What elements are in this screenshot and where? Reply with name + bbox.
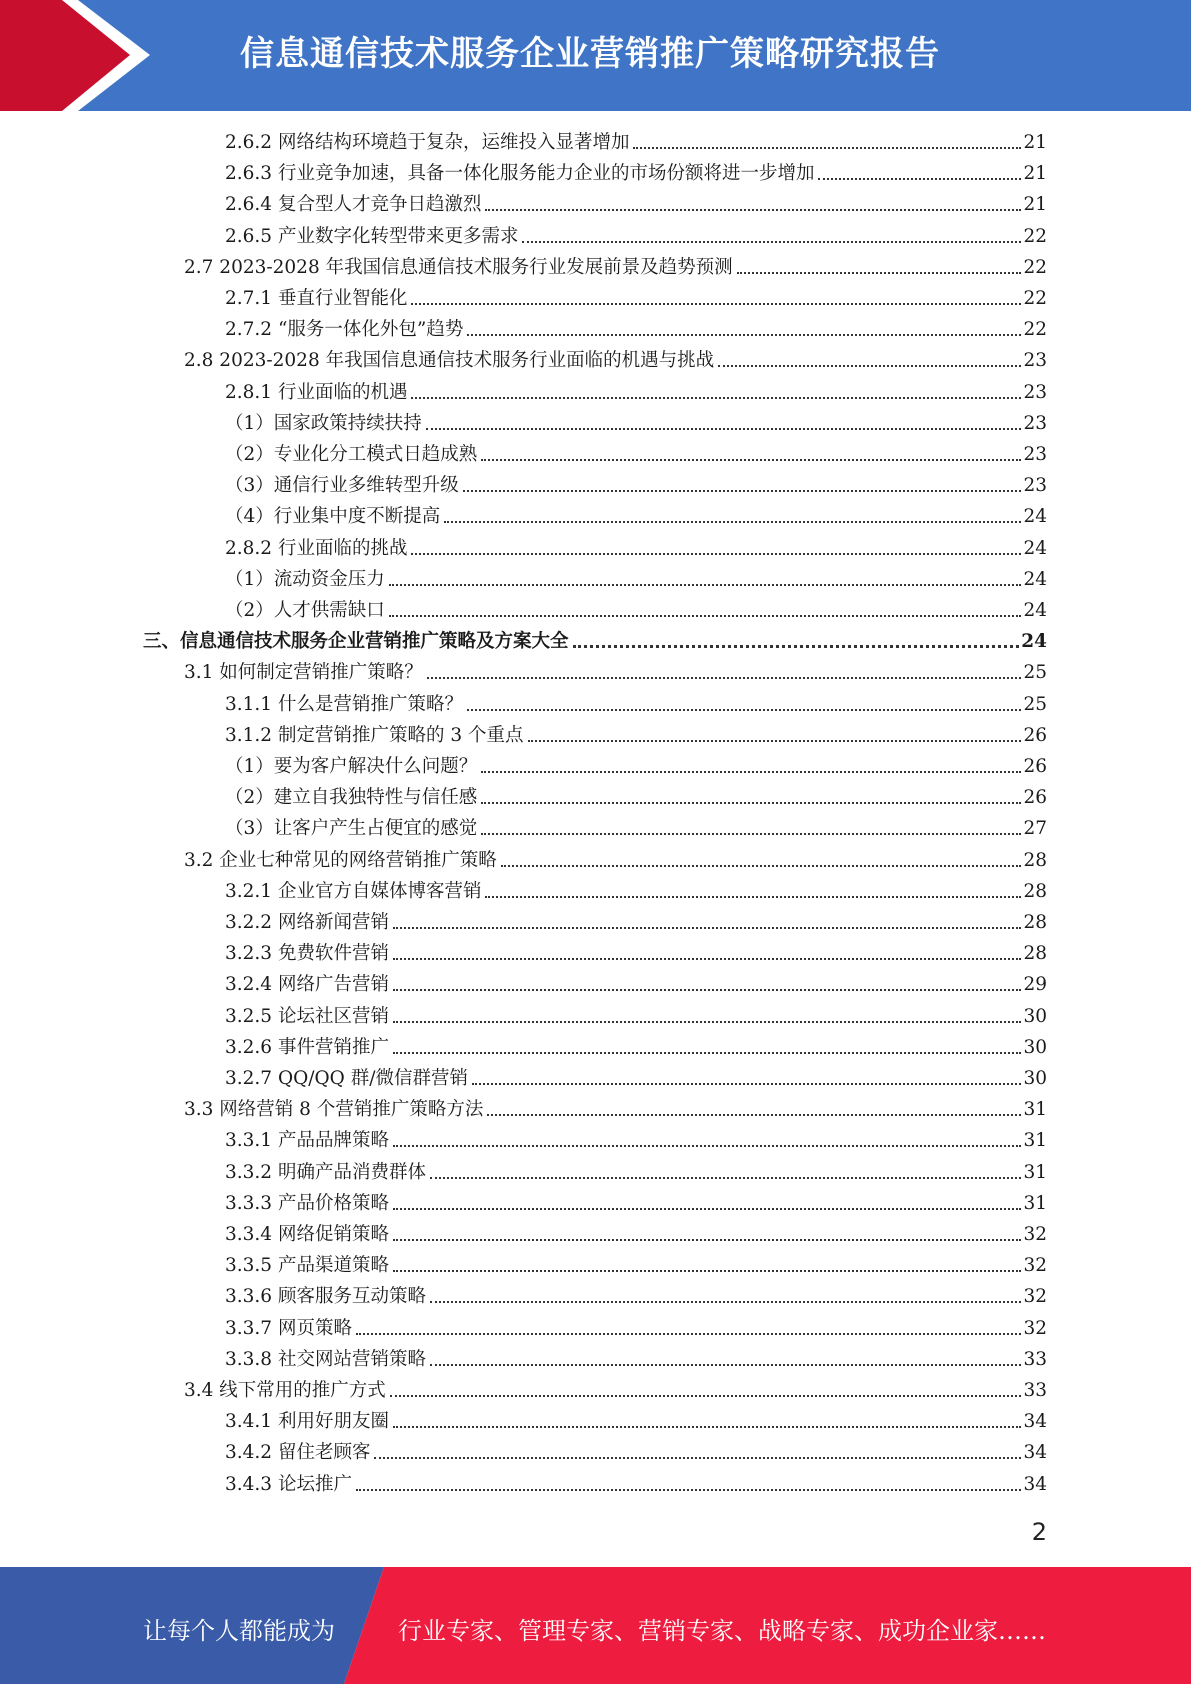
toc-entry[interactable] — [225, 470, 1047, 501]
toc-entry-label: 2.6.5 产业数字化转型带来更多需求 — [225, 225, 519, 247]
toc-dot-leader — [487, 1114, 1021, 1116]
toc-entry-label: 3.3.1 产品品牌策略 — [225, 1130, 389, 1152]
toc-dot-leader — [737, 272, 1022, 274]
toc-entry[interactable] — [225, 1188, 1047, 1219]
toc-dot-leader — [444, 521, 1021, 523]
toc-entry[interactable] — [225, 1281, 1047, 1312]
toc-entry-label: 2.8.1 行业面临的机遇 — [225, 381, 408, 403]
toc-entry-page: 22 — [1023, 225, 1047, 247]
toc-entry-page: 23 — [1023, 381, 1047, 403]
toc-entry-page: 31 — [1023, 1099, 1047, 1121]
toc-entry-label: 3.2.4 网络广告营销 — [225, 974, 389, 996]
toc-entry[interactable] — [225, 408, 1047, 439]
toc-dot-leader — [463, 490, 1022, 492]
toc-entry-label: （3）通信行业多维转型升级 — [225, 475, 459, 497]
toc-entry-label: 2.8 2023-2028 年我国信息通信技术服务行业面临的机遇与挑战 — [184, 350, 715, 372]
toc-entry-page: 21 — [1023, 194, 1047, 216]
toc-entry-label: 3.3.2 明确产品消费群体 — [225, 1161, 426, 1183]
toc-dot-leader — [467, 334, 1021, 336]
toc-entry-label: 3.4.1 利用好朋友圈 — [225, 1411, 389, 1433]
toc-entry-page: 32 — [1023, 1224, 1047, 1245]
toc-entry-label: 3.3.5 产品渠道策略 — [225, 1255, 389, 1277]
toc-dot-leader — [481, 833, 1021, 835]
toc-entry-page: 31 — [1023, 1192, 1047, 1214]
toc-entry[interactable] — [225, 283, 1047, 314]
toc-dot-leader — [430, 1301, 1021, 1303]
toc-dot-leader — [356, 1333, 1022, 1335]
toc-dot-leader — [718, 365, 1021, 367]
toc-entry-label: 3.2.7 QQ/QQ 群/微信群营销 — [225, 1068, 468, 1089]
toc-entry-label: （3）让客户产生占便宜的感觉 — [225, 818, 478, 840]
toc-entry-page: 34 — [1023, 1411, 1047, 1433]
page-header — [0, 0, 1191, 111]
toc-entry-page: 30 — [1023, 1068, 1047, 1089]
page-footer — [0, 1567, 1191, 1684]
toc-entry-label: 2.7.1 垂直行业智能化 — [225, 288, 408, 309]
toc-dot-leader — [426, 428, 1022, 430]
toc-dot-leader — [411, 553, 1021, 555]
toc-entry-page: 30 — [1023, 1005, 1047, 1027]
toc-entry-label: 2.8.2 行业面临的挑战 — [225, 537, 408, 559]
toc-entry[interactable] — [225, 221, 1047, 252]
footer-roles: 行业专家、管理专家、营销专家、战略专家、成功企业家…… — [398, 1617, 1046, 1645]
toc-dot-leader — [427, 677, 1022, 679]
toc-dot-leader — [485, 896, 1021, 898]
toc-entry-page: 26 — [1023, 787, 1047, 809]
toc-entry-page: 27 — [1023, 818, 1047, 840]
toc-entry-page: 32 — [1023, 1317, 1047, 1339]
toc-entry[interactable] — [225, 1157, 1047, 1188]
toc-entry-page: 22 — [1023, 319, 1047, 341]
toc-entry-label: 3.2 企业七种常见的网络营销推广策略 — [184, 849, 497, 871]
toc-dot-leader — [528, 740, 1022, 742]
toc-dot-leader — [393, 1208, 1021, 1210]
toc-entry[interactable] — [225, 314, 1047, 345]
toc-entry[interactable] — [225, 1001, 1047, 1032]
toc-dot-leader — [430, 1177, 1021, 1179]
toc-entry[interactable] — [225, 876, 1047, 907]
page-number: 2 — [1031, 1518, 1047, 1546]
toc-entry[interactable] — [225, 751, 1047, 782]
toc-dot-leader — [522, 241, 1021, 243]
toc-entry-label: 3.4.2 留住老顾客 — [225, 1442, 371, 1464]
toc-entry-label: 3.3.8 社交网站营销策略 — [225, 1348, 426, 1370]
toc-entry[interactable] — [225, 127, 1047, 158]
toc-entry[interactable] — [225, 1437, 1047, 1468]
toc-entry[interactable] — [225, 1032, 1047, 1063]
toc-dot-leader — [393, 989, 1021, 991]
toc-entry-page: 23 — [1023, 444, 1047, 465]
toc-entry[interactable] — [225, 907, 1047, 938]
toc-entry[interactable] — [225, 938, 1047, 969]
toc-entry-page: 22 — [1023, 288, 1047, 309]
toc-entry-label: （2）专业化分工模式日趋成熟 — [225, 444, 478, 465]
toc-entry[interactable] — [143, 626, 1047, 657]
toc-entry-label: 3.1 如何制定营销推广策略？ — [184, 662, 423, 684]
toc-entry[interactable] — [225, 1125, 1047, 1156]
toc-dot-leader — [374, 1457, 1021, 1459]
toc-dot-leader — [389, 584, 1022, 586]
toc-entry-label: 3.3.6 顾客服务互动策略 — [225, 1286, 426, 1308]
toc-dot-leader — [472, 1083, 1021, 1085]
toc-entry-page: 28 — [1023, 849, 1047, 871]
toc-entry-label: 3.4.3 论坛推广 — [225, 1473, 352, 1495]
toc-entry-page: 21 — [1023, 132, 1047, 153]
toc-entry[interactable] — [184, 345, 1047, 376]
toc-entry[interactable] — [225, 501, 1047, 532]
toc-entry-page: 26 — [1023, 724, 1047, 746]
toc-entry-label: 3.3 网络营销 8 个营销推广策略方法 — [184, 1099, 484, 1121]
toc-entry[interactable] — [225, 158, 1047, 189]
toc-dot-leader — [481, 802, 1021, 804]
toc-entry-page: 34 — [1023, 1473, 1047, 1495]
toc-entry-label: 2.7 2023-2028 年我国信息通信技术服务行业发展前景及趋势预测 — [184, 256, 733, 278]
toc-entry-label: 三、信息通信技术服务企业营销推广策略及方案大全 — [143, 631, 569, 653]
toc-entry-label: 3.4 线下常用的推广方式 — [184, 1380, 386, 1401]
toc-entry-page: 22 — [1023, 256, 1047, 278]
toc-dot-leader — [393, 1145, 1021, 1147]
toc-dot-leader — [573, 645, 1020, 648]
toc-entry-page: 25 — [1023, 662, 1047, 684]
toc-dot-leader — [467, 709, 1021, 711]
toc-entry[interactable] — [225, 782, 1047, 813]
toc-entry-label: 2.7.2 “服务一体化外包”趋势 — [225, 319, 464, 341]
toc-entry-page: 29 — [1023, 974, 1047, 996]
toc-entry[interactable] — [184, 252, 1047, 283]
toc-entry[interactable] — [184, 1375, 1047, 1406]
toc-entry-page: 24 — [1021, 631, 1047, 653]
toc-entry[interactable] — [184, 1094, 1047, 1125]
toc-entry-page: 24 — [1023, 506, 1047, 528]
toc-dot-leader — [356, 1489, 1022, 1491]
toc-entry[interactable] — [225, 533, 1047, 564]
toc-dot-leader — [430, 1364, 1021, 1366]
toc-entry[interactable] — [184, 657, 1047, 688]
toc-entry-label: 2.6.3 行业竞争加速，具备一体化服务能力企业的市场份额将进一步增加 — [225, 163, 815, 185]
toc-dot-leader — [393, 1021, 1021, 1023]
toc-entry[interactable] — [225, 720, 1047, 751]
toc-entry-label: 3.3.7 网页策略 — [225, 1317, 352, 1339]
toc-entry[interactable] — [225, 813, 1047, 844]
toc-entry-label: （2）人才供需缺口 — [225, 600, 385, 621]
toc-entry-label: 3.2.5 论坛社区营销 — [225, 1005, 389, 1027]
toc-dot-leader — [818, 178, 1021, 180]
toc-dot-leader — [481, 771, 1021, 773]
toc-entry[interactable] — [225, 377, 1047, 408]
toc-entry-page: 33 — [1023, 1348, 1047, 1370]
toc-entry-label: 3.1.1 什么是营销推广策略？ — [225, 693, 463, 715]
toc-entry-page: 23 — [1023, 475, 1047, 497]
toc-entry-page: 33 — [1023, 1380, 1047, 1401]
toc-entry[interactable] — [225, 1406, 1047, 1437]
toc-entry[interactable] — [225, 1313, 1047, 1344]
toc-entry-page: 24 — [1023, 537, 1047, 559]
toc-dot-leader — [393, 1052, 1021, 1054]
toc-dot-leader — [481, 459, 1021, 461]
toc-entry[interactable] — [225, 969, 1047, 1000]
toc-entry[interactable] — [225, 439, 1047, 470]
toc-dot-leader — [485, 209, 1021, 211]
toc-entry-label: 3.1.2 制定营销推广策略的 3 个重点 — [225, 724, 524, 746]
toc-dot-leader — [393, 927, 1021, 929]
toc-dot-leader — [389, 615, 1022, 617]
toc-entry-label: 3.3.4 网络促销策略 — [225, 1224, 389, 1245]
toc-entry-page: 34 — [1023, 1442, 1047, 1464]
toc-entry-page: 31 — [1023, 1161, 1047, 1183]
toc-dot-leader — [393, 1426, 1021, 1428]
toc-entry-page: 24 — [1023, 568, 1047, 590]
toc-entry-page: 24 — [1023, 600, 1047, 621]
toc-entry-page: 21 — [1023, 163, 1047, 185]
toc-dot-leader — [501, 865, 1022, 867]
toc-entry[interactable] — [225, 1063, 1047, 1094]
toc-entry-page: 28 — [1023, 943, 1047, 965]
toc-entry[interactable] — [184, 845, 1047, 876]
toc-dot-leader — [633, 147, 1021, 149]
toc-entry-page: 28 — [1023, 880, 1047, 902]
toc-entry-page: 28 — [1023, 912, 1047, 933]
toc-entry-label: 2.6.2 网络结构环境趋于复杂，运维投入显著增加 — [225, 132, 630, 153]
toc-entry-label: 3.3.3 产品价格策略 — [225, 1192, 389, 1214]
toc-dot-leader — [393, 1270, 1021, 1272]
toc-entry-label: 3.2.2 网络新闻营销 — [225, 912, 389, 933]
toc-entry-label: （1）国家政策持续扶持 — [225, 412, 422, 434]
footer-slogan: 让每个人都能成为 — [143, 1617, 335, 1645]
toc-dot-leader — [411, 303, 1021, 305]
toc-entry-label: 3.2.3 免费软件营销 — [225, 943, 389, 965]
toc-entry-page: 31 — [1023, 1130, 1047, 1152]
toc-entry-page: 23 — [1023, 350, 1047, 372]
toc-entry-page: 23 — [1023, 412, 1047, 434]
toc-entry-page: 26 — [1023, 756, 1047, 777]
toc-entry-label: 3.2.6 事件营销推广 — [225, 1036, 389, 1058]
toc-entry-label: （1）流动资金压力 — [225, 568, 385, 590]
toc-entry-page: 32 — [1023, 1255, 1047, 1277]
toc-dot-leader — [393, 1239, 1021, 1241]
toc-entry-label: （1）要为客户解决什么问题？ — [225, 756, 478, 777]
toc-entry[interactable] — [225, 1344, 1047, 1375]
toc-entry-label: 2.6.4 复合型人才竞争日趋激烈 — [225, 194, 482, 216]
toc-entry[interactable] — [225, 1250, 1047, 1281]
toc-entry[interactable] — [225, 1219, 1047, 1250]
toc-entry-label: （4）行业集中度不断提高 — [225, 506, 441, 528]
toc-entry-page: 32 — [1023, 1286, 1047, 1308]
toc-entry-page: 25 — [1023, 693, 1047, 715]
toc-entry-label: （2）建立自我独特性与信任感 — [225, 787, 478, 809]
toc-entry[interactable] — [225, 595, 1047, 626]
toc-entry[interactable] — [225, 689, 1047, 720]
toc-entry[interactable] — [225, 1469, 1047, 1500]
toc-dot-leader — [390, 1395, 1022, 1397]
toc-entry[interactable] — [225, 189, 1047, 220]
toc-dot-leader — [411, 397, 1021, 399]
toc-entry-label: 3.2.1 企业官方自媒体博客营销 — [225, 880, 482, 902]
toc-dot-leader — [393, 958, 1021, 960]
toc-entry[interactable] — [225, 564, 1047, 595]
document-title: 信息通信技术服务企业营销推广策略研究报告 — [240, 34, 940, 74]
toc-entry-page: 30 — [1023, 1036, 1047, 1058]
